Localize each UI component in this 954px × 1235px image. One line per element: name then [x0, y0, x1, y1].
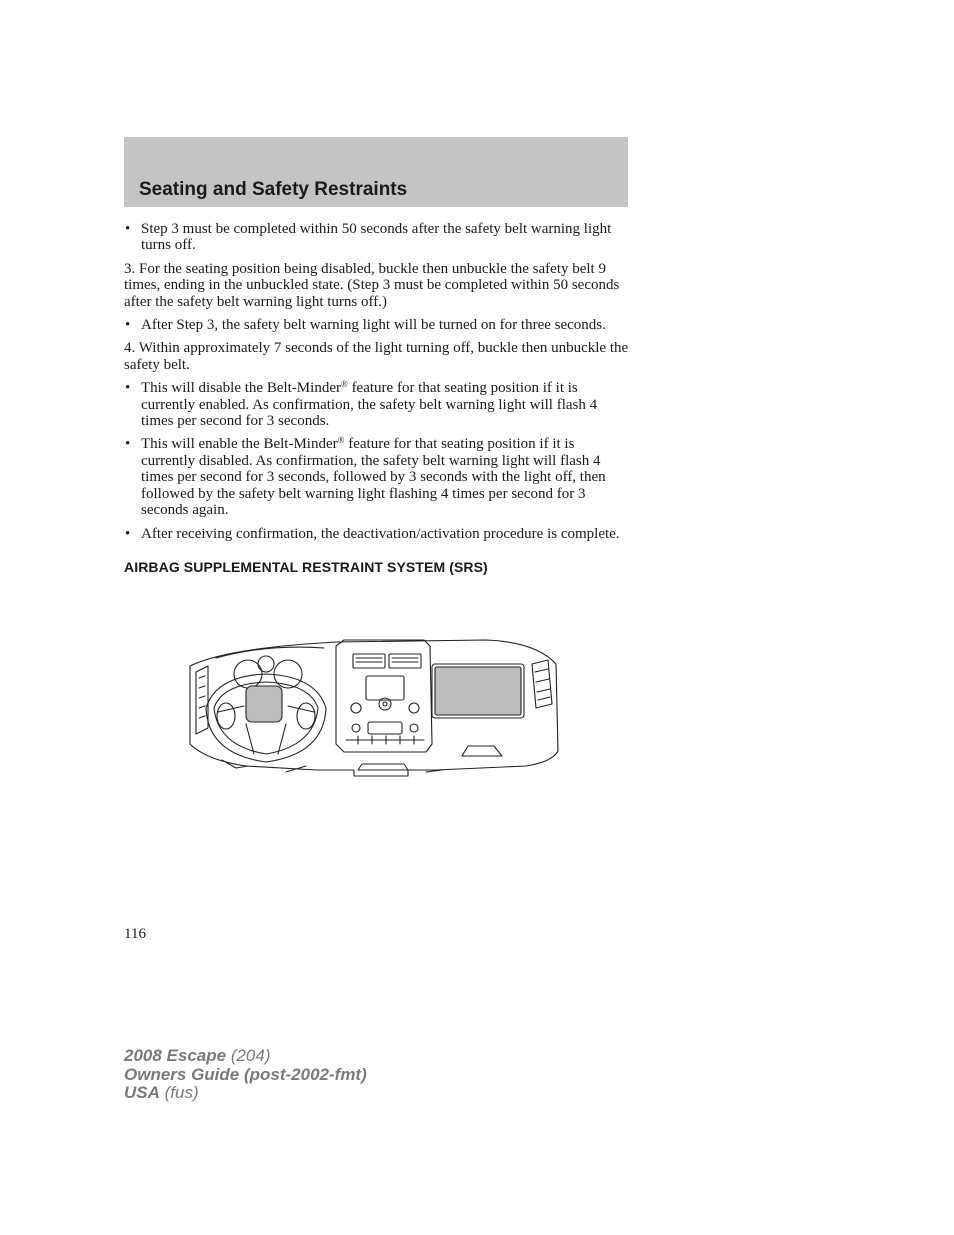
bullet-text-part: feature for that seating position if it is currently enabled. As confirmation, the safety belt warning light will flash 4 times per second for 3 seconds.: [141, 380, 598, 430]
footer-market-code: (fus): [159, 1083, 199, 1102]
bullet-text-part: This will enable the Belt-Minder: [141, 436, 338, 453]
registered-mark: ®: [340, 379, 348, 390]
footer-line: [124, 1047, 367, 1066]
paragraph: 3. For the seating position being disabled, buckle then unbuckle the safety belt 9 times, ending in the unbuckled state. (Step 3 must be completed within 50 seconds after the safety belt warning light turns off.): [124, 260, 620, 310]
bullet-item: [124, 380, 630, 429]
bullet-icon: •: [125, 221, 131, 237]
registered-mark: ®: [337, 435, 345, 446]
bullet-icon: •: [125, 380, 131, 397]
bullet-icon: •: [125, 436, 131, 453]
footer-line: [124, 1084, 367, 1103]
page-number: 116: [124, 926, 146, 942]
bullet-text: [141, 436, 606, 518]
bullet-text: [141, 380, 597, 429]
page-title: Seating and Safety Restraints: [139, 179, 408, 200]
bullet-text-part: feature for that seating position if it is currently disabled. As confirmation, the safety belt warning light will flash 4 times per second for 3 seconds, followed by 3 seconds with the light off, then followed by the safety belt warning light flashing 4 times per second for 3 seconds again.: [141, 436, 606, 519]
footer-market: USA: [124, 1083, 160, 1102]
bullet-icon: •: [125, 525, 131, 542]
body-text: [124, 221, 630, 575]
footer-model: 2008 Escape: [124, 1046, 227, 1065]
section-heading: AIRBAG SUPPLEMENTAL RESTRAINT SYSTEM (SRS): [124, 558, 488, 575]
footer-model-code: (204): [226, 1046, 271, 1065]
bullet-item: [124, 436, 630, 518]
bullet-item: [124, 221, 630, 254]
bullet-item: [124, 317, 630, 333]
footer-guide: Owners Guide (post-2002-fmt): [124, 1064, 367, 1084]
paragraph: 4. Within approximately 7 seconds of the light turning off, buckle then unbuckle the safety belt.: [124, 340, 629, 373]
bullet-item: [124, 526, 630, 542]
footer: [124, 1047, 367, 1103]
bullet-text: After receiving confirmation, the deactivation/activation procedure is complete.: [141, 525, 620, 542]
dashboard-airbag-illustration: [186, 636, 562, 796]
footer-line: [124, 1066, 367, 1085]
bullet-text-part: This will disable the Belt-Minder: [141, 380, 341, 397]
section-header-band: [124, 137, 628, 207]
bullet-text: After Step 3, the safety belt warning light will be turned on for three seconds.: [141, 317, 606, 334]
bullet-text: Step 3 must be completed within 50 seconds after the safety belt warning light turns off.: [141, 221, 612, 254]
bullet-icon: •: [125, 317, 131, 334]
